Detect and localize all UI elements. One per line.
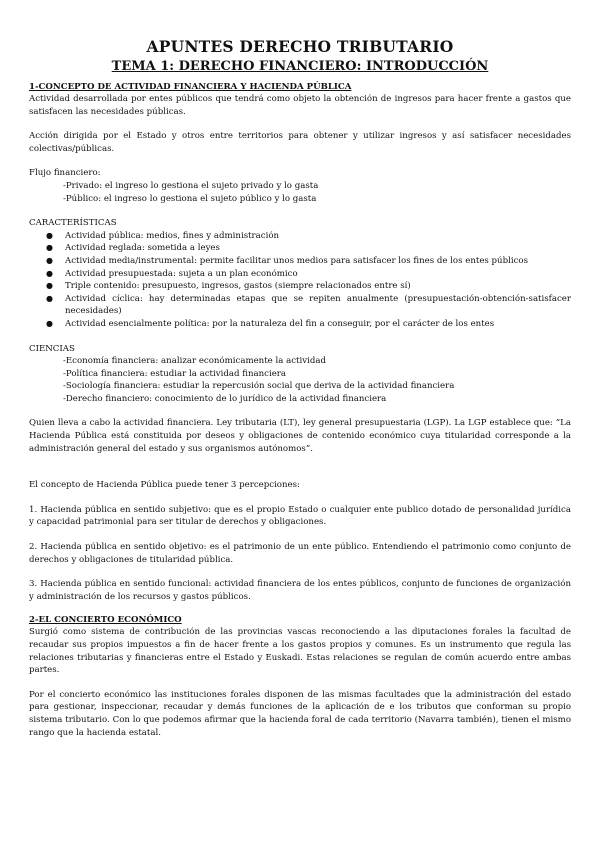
ciencias-item: -Economía financiera: analizar económicamente la actividad — [63, 356, 326, 367]
caracteristicas-list — [29, 230, 571, 331]
flujo-item-privado: -Privado: el ingreso lo gestiona el sujeto privado y lo gasta — [63, 180, 319, 191]
section1-heading: 1-CONCEPTO DE ACTIVIDAD FINANCIERA Y HACIENDA PÚBLICA — [29, 82, 352, 92]
ciencias-label: CIENCIAS — [29, 343, 75, 354]
document-subtitle: TEMA 1: DERECHO FINANCIERO: INTRODUCCIÓN — [111, 59, 489, 74]
bullet-icon: ● — [46, 281, 53, 291]
flujo-item-publico: -Público: el ingreso lo gestiona el sujeto público y lo gasta — [63, 193, 317, 204]
flujo-label: Flujo financiero: — [29, 168, 101, 179]
bullet-icon: ● — [46, 293, 53, 303]
list-item: ● Actividad reglada: sometida a leyes — [46, 243, 220, 254]
section1-paragraph-3: Quien lleva a cabo la actividad financiera. Ley tributaria (LT), ley general presupuestaria (LGP). La LGP establece que: “La Hacienda Pública está constituida por deseos y obligaciones de contenido económico cuya titularidad corresponde a la administración general del estado y sus organismos autónomos”. — [29, 418, 571, 454]
ciencias-item: -Política financiera: estudiar la actividad financiera — [63, 368, 287, 379]
list-item: ● Actividad presupuestada: sujeta a un plan económico — [46, 268, 298, 279]
section1-paragraph-4: El concepto de Hacienda Pública puede tener 3 percepciones: — [29, 480, 300, 491]
ciencias-item: -Derecho financiero: conocimiento de lo jurídico de la actividad financiera — [63, 393, 387, 404]
document-page — [29, 38, 571, 739]
section1-paragraph-2: Acción dirigida por el Estado y otros entre territorios para obtener y utilizar ingresos y así satisfacer necesidades colectivas/públicas. — [29, 131, 571, 154]
bullet-icon: ● — [46, 318, 53, 328]
section1-paragraph-6: 2. Hacienda pública en sentido objetivo: es el patrimonio de un ente público. Entendiendo el patrimonio como conjunto de derechos y obligaciones de titularidad pública. — [29, 542, 571, 565]
section1-paragraph-5: 1. Hacienda pública en sentido subjetivo: que es el propio Estado o cualquier ente publico dotado de personalidad jurídica y capacidad patrimonial para ser titular de derechos y obligaciones. — [29, 504, 571, 528]
bullet-icon: ● — [46, 230, 53, 240]
section2-paragraph-1: Surgió como sistema de contribución de las provincias vascas reconociendo a las diputaciones forales la facultad de recaudar sus propios impuestos a fin de hacer frente a los gastos propios y comunes. Es un instrumento que regula las relaciones tributarias y financieras entre el Estado y Euskadi. Estas relaciones se regulan de común acuerdo entre ambas partes. — [29, 627, 571, 676]
list-item: ● Actividad cíclica: hay determinadas etapas que se repiten anualmente (presupuestación-obtención-satisfacer necesidades) — [46, 293, 571, 317]
list-item: ● Actividad media/instrumental: permite facilitar unos medios para satisfacer los fines de los entes públicos — [46, 255, 528, 266]
section2-heading: 2-EL CONCIERTO ECONÓMICO — [29, 615, 182, 626]
section1-paragraph-1: Actividad desarrollada por entes públicos que tendrá como objeto la obtención de ingresos para hacer frente a gastos que satisfacen las necesidades públicas. — [29, 94, 571, 117]
bullet-icon: ● — [46, 243, 53, 253]
document-title: APUNTES DERECHO TRIBUTARIO — [146, 37, 454, 56]
list-item: ● Actividad pública: medios, fines y administración — [46, 230, 280, 241]
list-item: ● Triple contenido: presupuesto, ingresos, gastos (siempre relacionados entre sí) — [46, 281, 411, 292]
ciencias-item: -Sociología financiera: estudiar la repercusión social que deriva de la actividad financiera — [63, 381, 455, 392]
section1-paragraph-7: 3. Hacienda pública en sentido funcional: actividad financiera de los entes públicos, conjunto de funciones de organización y administración de los recursos y gastos públicos. — [29, 579, 571, 602]
caracteristicas-label: CARACTERÍSTICAS — [29, 218, 117, 229]
list-item: ● Actividad esencialmente política: por la naturaleza del fin a conseguir, por el carácter de los entes — [46, 318, 495, 329]
flujo-financiero — [29, 167, 571, 205]
section2-paragraph-2: Por el concierto económico las instituciones forales disponen de las mismas facultades que la administración del estado para gestionar, inspeccionar, recaudar y demás funciones de la aplicación de e los tributos que conforman su propio sistema tributario. Con lo que podemos afirmar que la hacienda foral de cada territorio (Navarra también), tienen el mismo rango que la hacienda estatal. — [29, 689, 571, 738]
bullet-icon: ● — [46, 255, 53, 265]
bullet-icon: ● — [46, 268, 53, 278]
ciencias — [29, 343, 571, 406]
